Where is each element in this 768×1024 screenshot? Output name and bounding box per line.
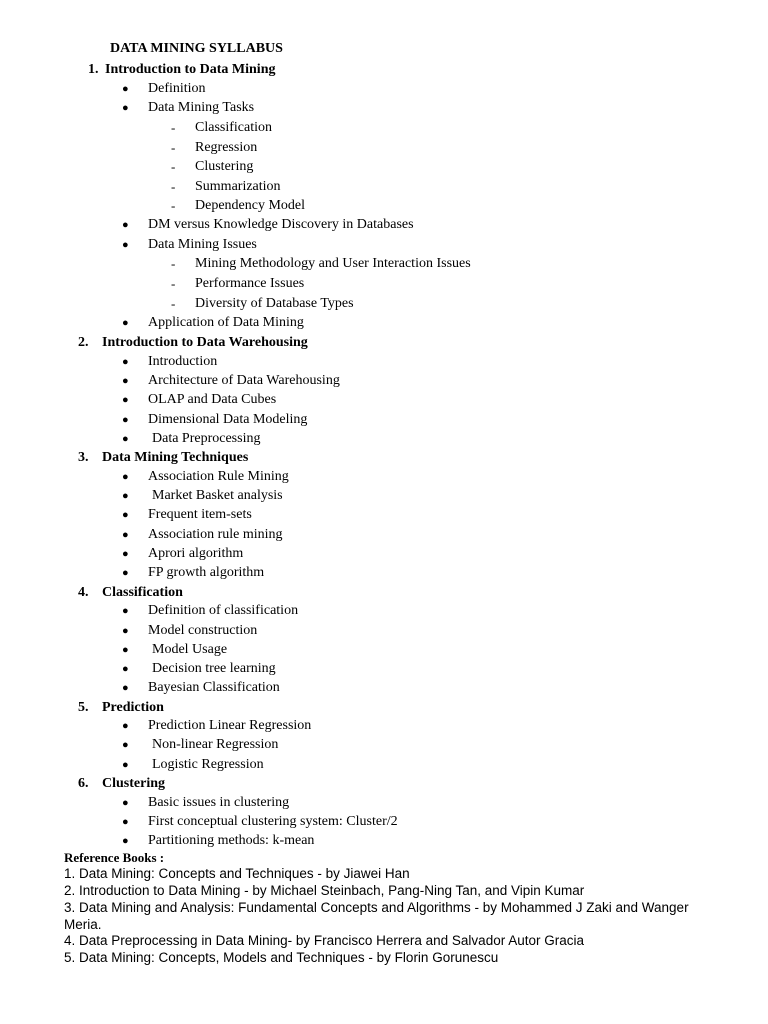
section-title: Introduction to Data Warehousing [102, 335, 308, 350]
sub-item: Summarization [195, 179, 281, 194]
section-title: Clustering [102, 776, 165, 791]
dash-icon: - [171, 256, 176, 271]
list-item: Introduction [148, 354, 218, 369]
reference-item: 1. Data Mining: Concepts and Techniques - by Jiawei Han [64, 866, 410, 881]
list-item: Application of Data Mining [148, 315, 304, 330]
list-item: Aprori algorithm [148, 546, 244, 561]
section-title: Introduction to Data Mining [105, 62, 276, 77]
list-item: Definition of classification [148, 603, 299, 618]
dash-icon: - [171, 140, 176, 155]
section-number: 2. [78, 335, 89, 350]
list-item: Market Basket analysis [152, 488, 283, 503]
bullet-icon: ● [122, 356, 129, 368]
list-item: Bayesian Classification [148, 680, 280, 695]
list-item: Data Mining Issues [148, 237, 257, 252]
reference-item: 2. Introduction to Data Mining - by Michael Steinbach, Pang-Ning Tan, and Vipin Kumar [64, 883, 585, 898]
sub-item: Diversity of Database Types [195, 296, 354, 311]
sub-item: Performance Issues [195, 276, 305, 291]
dash-icon: - [171, 179, 176, 194]
list-item: Definition [148, 81, 206, 96]
list-item: Prediction Linear Regression [148, 718, 312, 733]
bullet-icon: ● [122, 83, 129, 95]
bullet-icon: ● [122, 375, 129, 387]
list-item: Non-linear Regression [152, 737, 279, 752]
bullet-icon: ● [122, 720, 129, 732]
list-item: Partitioning methods: k-mean [148, 833, 315, 848]
bullet-icon: ● [122, 414, 129, 426]
list-item: Model Usage [152, 642, 228, 657]
bullet-icon: ● [122, 317, 129, 329]
page-title: DATA MINING SYLLABUS [110, 41, 283, 56]
section-number: 6. [78, 776, 89, 791]
bullet-icon: ● [122, 433, 129, 445]
list-item: Basic issues in clustering [148, 795, 290, 810]
bullet-icon: ● [122, 509, 129, 521]
bullet-icon: ● [122, 102, 129, 114]
list-item: FP growth algorithm [148, 565, 265, 580]
references-heading: Reference Books : [64, 850, 165, 865]
list-item: Association Rule Mining [148, 469, 289, 484]
list-item: OLAP and Data Cubes [148, 392, 277, 407]
dash-icon: - [171, 159, 176, 174]
section-number: 3. [78, 450, 89, 465]
section-title: Classification [102, 585, 183, 600]
bullet-icon: ● [122, 663, 129, 675]
bullet-icon: ● [122, 490, 129, 502]
bullet-icon: ● [122, 394, 129, 406]
sub-item: Clustering [195, 159, 254, 174]
list-item: Decision tree learning [152, 661, 276, 676]
section-number: 4. [78, 585, 89, 600]
list-item: Dimensional Data Modeling [148, 412, 308, 427]
sub-item: Dependency Model [195, 198, 306, 213]
bullet-icon: ● [122, 529, 129, 541]
bullet-icon: ● [122, 605, 129, 617]
reference-item: 5. Data Mining: Concepts, Models and Techniques - by Florin Gorunescu [64, 950, 499, 965]
sub-item: Regression [195, 140, 258, 155]
bullet-icon: ● [122, 644, 129, 656]
bullet-icon: ● [122, 625, 129, 637]
list-item: Frequent item-sets [148, 507, 252, 522]
bullet-icon: ● [122, 835, 129, 847]
dash-icon: - [171, 198, 176, 213]
sub-item: Classification [195, 120, 272, 135]
section-title: Prediction [102, 700, 164, 715]
list-item: Association rule mining [148, 527, 283, 542]
list-item: DM versus Knowledge Discovery in Databases [148, 217, 414, 232]
bullet-icon: ● [122, 471, 129, 483]
sub-item: Mining Methodology and User Interaction Issues [195, 256, 471, 271]
bullet-icon: ● [122, 219, 129, 231]
bullet-icon: ● [122, 682, 129, 694]
section-number: 1. [88, 62, 99, 77]
bullet-icon: ● [122, 548, 129, 560]
list-item: Data Mining Tasks [148, 100, 255, 115]
section-number: 5. [78, 700, 89, 715]
reference-item: 3. Data Mining and Analysis: Fundamental Concepts and Algorithms - by Mohammed J Zaki and Wanger Meria. [64, 900, 689, 932]
list-item: Architecture of Data Warehousing [148, 373, 340, 388]
bullet-icon: ● [122, 567, 129, 579]
list-item: First conceptual clustering system: Cluster/2 [148, 814, 398, 829]
dash-icon: - [171, 296, 176, 311]
bullet-icon: ● [122, 759, 129, 771]
list-item: Data Preprocessing [152, 431, 261, 446]
bullet-icon: ● [122, 239, 129, 251]
bullet-icon: ● [122, 816, 129, 828]
list-item: Logistic Regression [152, 757, 264, 772]
bullet-icon: ● [122, 739, 129, 751]
list-item: Model construction [148, 623, 258, 638]
dash-icon: - [171, 276, 176, 291]
dash-icon: - [171, 120, 176, 135]
section-title: Data Mining Techniques [102, 450, 249, 465]
reference-item: 4. Data Preprocessing in Data Mining- by Francisco Herrera and Salvador Autor Gracia [64, 933, 584, 948]
bullet-icon: ● [122, 797, 129, 809]
